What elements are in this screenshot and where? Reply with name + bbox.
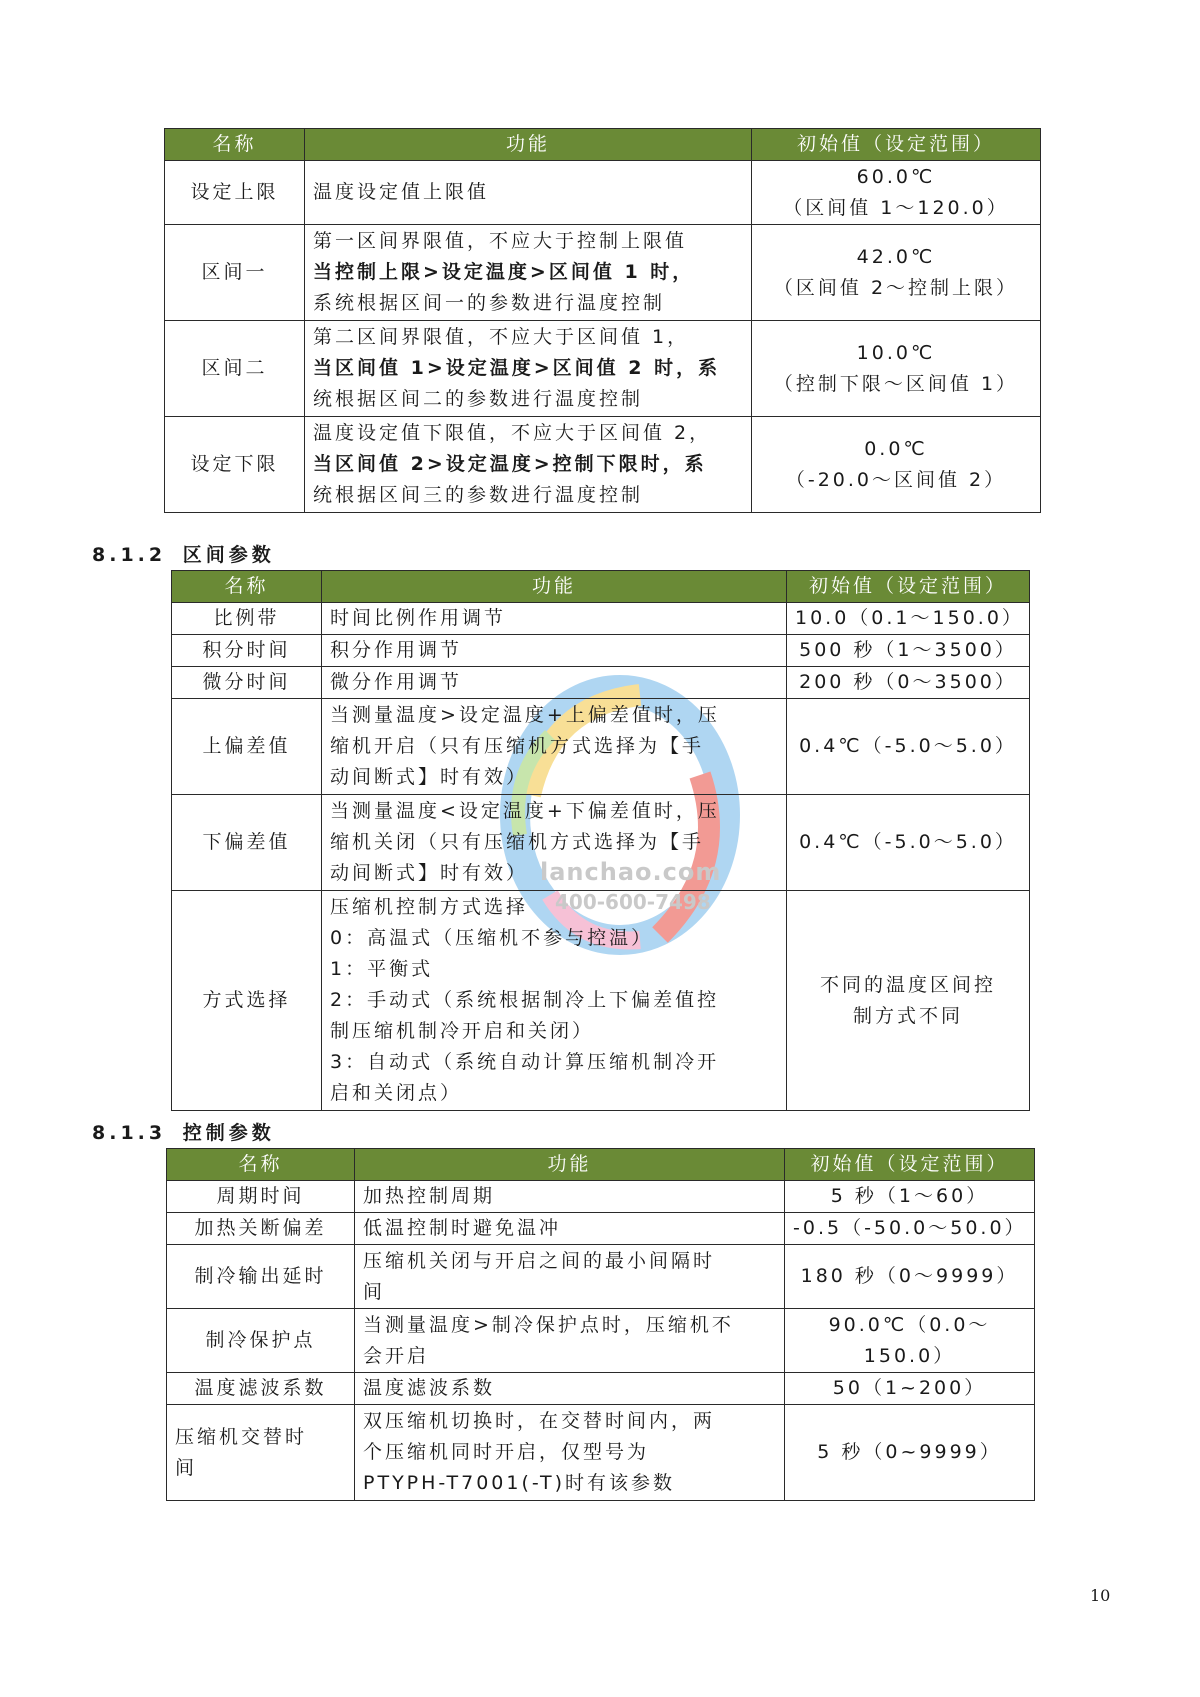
column-header: 初始值（设定范围） (787, 571, 1030, 603)
cell-initial: 不同的温度区间控 制方式不同 (787, 891, 1030, 1111)
cell-name: 比例带 (172, 603, 322, 635)
table-row (167, 1181, 1035, 1213)
table-row (165, 321, 1041, 417)
column-header: 功能 (305, 129, 752, 161)
cell-function: 温度设定值下限值，不应大于区间值 2， 当区间值 2>设定温度>控制下限时，系 统根据区间三的参数进行温度控制 (305, 417, 752, 513)
section-number: 8.1.2 (92, 544, 167, 566)
table-row (172, 891, 1030, 1111)
cell-name: 加热关断偏差 (167, 1213, 355, 1245)
cell-function: 第一区间界限值，不应大于控制上限值 当控制上限>设定温度>区间值 1 时， 系统根据区间一的参数进行温度控制 (305, 225, 752, 321)
table-header-row (172, 571, 1030, 603)
table-row (172, 699, 1030, 795)
cell-name: 设定上限 (165, 161, 305, 225)
cell-initial: 90.0℃（0.0～ 150.0） (785, 1309, 1035, 1373)
cell-name: 微分时间 (172, 667, 322, 699)
cell-name: 压缩机交替时 间 (167, 1405, 355, 1501)
cell-name: 积分时间 (172, 635, 322, 667)
table-zone-params (171, 570, 1030, 1111)
cell-name: 下偏差值 (172, 795, 322, 891)
column-header: 名称 (167, 1149, 355, 1181)
section-title: 控制参数 (182, 1122, 275, 1144)
table-row (167, 1213, 1035, 1245)
cell-name: 上偏差值 (172, 699, 322, 795)
cell-function: 积分作用调节 (322, 635, 787, 667)
cell-name: 方式选择 (172, 891, 322, 1111)
table-row (167, 1405, 1035, 1501)
cell-initial: 180 秒（0～9999） (785, 1245, 1035, 1309)
cell-function: 微分作用调节 (322, 667, 787, 699)
table-row (165, 161, 1041, 225)
table-row (172, 635, 1030, 667)
column-header: 功能 (322, 571, 787, 603)
cell-name: 设定下限 (165, 417, 305, 513)
cell-function: 温度滤波系数 (355, 1373, 785, 1405)
cell-initial: 500 秒（1～3500） (787, 635, 1030, 667)
cell-name: 周期时间 (167, 1181, 355, 1213)
cell-function: 当测量温度<设定温度+下偏差值时，压 缩机关闭（只有压缩机方式选择为【手 动间断式】时有效） (322, 795, 787, 891)
cell-name: 区间一 (165, 225, 305, 321)
section-heading-8-1-3 (92, 1118, 275, 1145)
cell-name: 区间二 (165, 321, 305, 417)
cell-initial: 0.4℃（-5.0～5.0） (787, 699, 1030, 795)
watermark-brand: lanchao.com (540, 858, 722, 886)
cell-initial: 60.0℃ （区间值 1～120.0） (752, 161, 1041, 225)
table-header-row (167, 1149, 1035, 1181)
section-number: 8.1.3 (92, 1122, 167, 1144)
table-row (165, 417, 1041, 513)
column-header: 初始值（设定范围） (785, 1149, 1035, 1181)
column-header: 功能 (355, 1149, 785, 1181)
cell-name: 制冷输出延时 (167, 1245, 355, 1309)
cell-function: 加热控制周期 (355, 1181, 785, 1213)
cell-initial: 5 秒（1～60） (785, 1181, 1035, 1213)
cell-initial: 0.0℃ （-20.0～区间值 2） (752, 417, 1041, 513)
cell-initial: -0.5（-50.0～50.0） (785, 1213, 1035, 1245)
cell-function: 温度设定值上限值 (305, 161, 752, 225)
watermark-phone: 400-600-7498 (555, 890, 711, 914)
table-row (172, 795, 1030, 891)
cell-initial: 10.0℃ （控制下限～区间值 1） (752, 321, 1041, 417)
cell-function: 压缩机关闭与开启之间的最小间隔时 间 (355, 1245, 785, 1309)
column-header: 名称 (172, 571, 322, 603)
cell-function: 当测量温度>制冷保护点时，压缩机不 会开启 (355, 1309, 785, 1373)
cell-initial: 50（1~200） (785, 1373, 1035, 1405)
section-heading-8-1-2 (92, 540, 275, 567)
table-control-params (166, 1148, 1035, 1501)
table-header-row (165, 129, 1041, 161)
cell-initial: 10.0（0.1～150.0） (787, 603, 1030, 635)
cell-function: 双压缩机切换时，在交替时间内，两 个压缩机同时开启，仅型号为 PTYPH-T7001(-T)时有该参数 (355, 1405, 785, 1501)
table-row (165, 225, 1041, 321)
cell-function: 低温控制时避免温冲 (355, 1213, 785, 1245)
cell-initial: 42.0℃ （区间值 2～控制上限） (752, 225, 1041, 321)
cell-function: 时间比例作用调节 (322, 603, 787, 635)
cell-function: 压缩机控制方式选择 0：高温式（压缩机不参与控温） 1：平衡式 2：手动式（系统根据制冷上下偏差值控 制压缩机制冷开启和关闭） 3：自动式（系统自动计算压缩机制冷开 启和关闭点） (322, 891, 787, 1111)
page-number: 10 (1090, 1586, 1111, 1605)
table-row (172, 667, 1030, 699)
table-zone-limits (164, 128, 1041, 513)
table-row (167, 1245, 1035, 1309)
table-row (172, 603, 1030, 635)
cell-initial: 5 秒（0~9999） (785, 1405, 1035, 1501)
cell-name: 制冷保护点 (167, 1309, 355, 1373)
column-header: 初始值（设定范围） (752, 129, 1041, 161)
cell-name: 温度滤波系数 (167, 1373, 355, 1405)
cell-function: 第二区间界限值，不应大于区间值 1， 当区间值 1>设定温度>区间值 2 时，系 统根据区间二的参数进行温度控制 (305, 321, 752, 417)
table-row (167, 1373, 1035, 1405)
table-row (167, 1309, 1035, 1373)
section-title: 区间参数 (182, 544, 275, 566)
cell-initial: 200 秒（0～3500） (787, 667, 1030, 699)
cell-function: 当测量温度>设定温度+上偏差值时，压 缩机开启（只有压缩机方式选择为【手 动间断式】时有效） (322, 699, 787, 795)
column-header: 名称 (165, 129, 305, 161)
cell-initial: 0.4℃（-5.0～5.0） (787, 795, 1030, 891)
